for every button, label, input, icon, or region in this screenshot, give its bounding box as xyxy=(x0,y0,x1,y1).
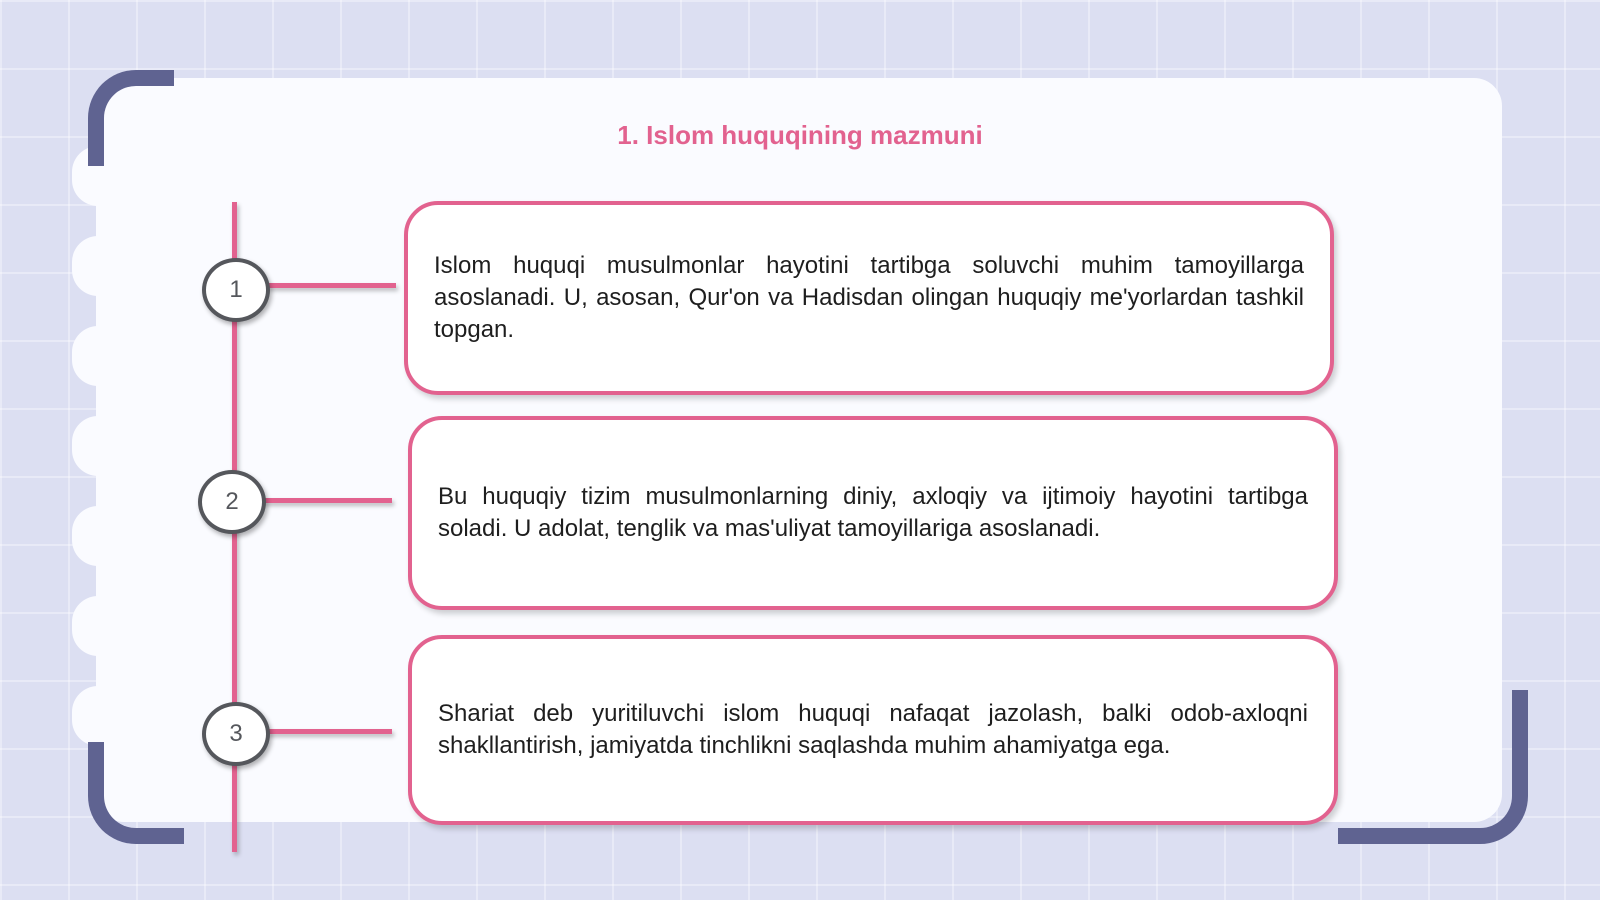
step-number: 2 xyxy=(225,488,239,515)
connector-line-3 xyxy=(266,729,392,734)
corner-bracket-bottom-left xyxy=(88,742,184,844)
corner-bracket-bottom-right xyxy=(1338,690,1528,844)
step-marker-2 xyxy=(198,470,266,534)
step-marker-1 xyxy=(202,258,270,322)
content-card-3 xyxy=(408,635,1338,825)
sheet-notch xyxy=(72,236,124,296)
content-card-2 xyxy=(408,416,1338,610)
sheet-notch xyxy=(72,326,124,386)
sheet-notch xyxy=(72,506,124,566)
card-text: Islom huquqi musulmonlar hayotini tartibga soluvchi muhim tamoyillarga asoslanadi. U, asosan, Qur'on va Hadisdan olingan huquqiy me'yorlardan tashkil topgan. xyxy=(434,252,1304,343)
connector-line-1 xyxy=(266,283,396,288)
sheet-notch xyxy=(72,416,124,476)
step-number: 1 xyxy=(229,276,243,303)
sheet-notch xyxy=(72,686,124,746)
connector-line-2 xyxy=(262,498,392,503)
sheet-notch xyxy=(72,596,124,656)
card-text: Shariat deb yuritiluvchi islom huquqi nafaqat jazolash, balki odob-axloqni shakllantirish, jamiyatda tinchlikni saqlashda muhim ahamiyatga ega. xyxy=(438,700,1308,759)
card-text: Bu huquqiy tizim musulmonlarning diniy, axloqiy va ijtimoiy hayotini tartibga soladi. U adolat, tenglik va mas'uliyat tamoyillariga asoslanadi. xyxy=(438,483,1308,542)
step-marker-3 xyxy=(202,702,270,766)
content-card-1 xyxy=(404,201,1334,395)
slide-title: 1. Islom huquqining mazmuni xyxy=(617,120,983,150)
step-number: 3 xyxy=(229,720,243,747)
corner-bracket-top-left xyxy=(88,70,174,166)
